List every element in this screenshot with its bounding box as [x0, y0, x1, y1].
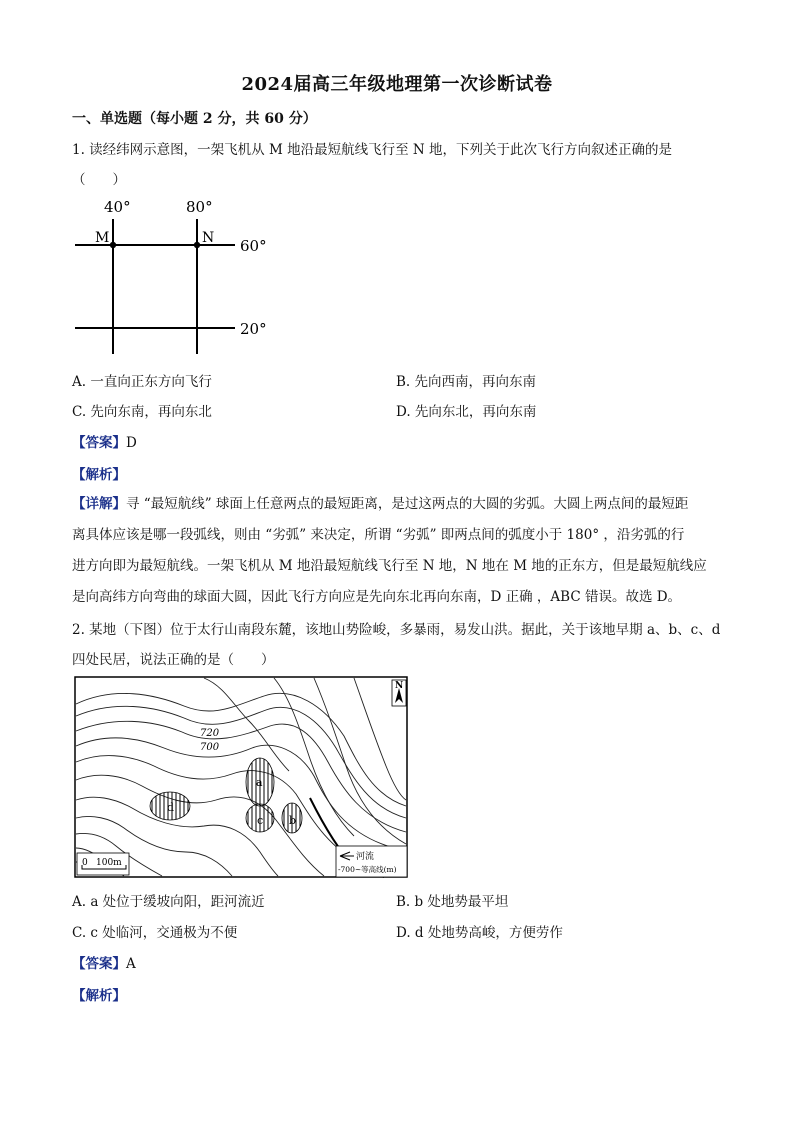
q2-stem-line2: 四处民居，说法正确的是（ ） — [72, 652, 275, 668]
lat-top-label: 60° — [240, 237, 267, 255]
contour-map-figure — [74, 676, 408, 878]
q1-detail-line4: 是向高纬方向弯曲的球面大圆，因此飞行方向应是先向东北再向东南，D 正确 ，ABC 错误。故选 D。 — [72, 589, 682, 605]
q1-stem-line1: 1. 读经纬网示意图，一架飞机从 M 地沿最短航线飞行至 N 地，下列关于此次飞行方向叙述正确的是 — [72, 142, 672, 158]
q1-detail-line2: 离具体应该是哪一段弧线，则由 “劣弧” 来决定，所谓 “劣弧” 即两点间的弧度小于 180° ，沿劣弧的行 — [72, 527, 685, 543]
q1-stem-line2: （ ） — [72, 172, 126, 188]
q1-answer — [72, 431, 137, 451]
q1-detail-tag: 【详解】 — [72, 496, 126, 512]
q1-answer-value: D — [126, 435, 137, 451]
site-a-label: a — [256, 776, 263, 789]
point-m-label: M — [95, 230, 110, 246]
q2-stem-line1: 2. 某地（下图）位于太行山南段东麓，该地山势险峻，多暴雨，易发山洪。据此，关于该地早期 a、b、c、d — [72, 622, 721, 638]
q2-option-b: B. b 处地势最平坦 — [396, 894, 509, 910]
q2-answer-tag: 【答案】 — [72, 956, 126, 972]
q1-option-b: B. 先向西南，再向东南 — [396, 374, 537, 390]
q2-answer-value: A — [126, 956, 136, 972]
site-c-label: c — [257, 814, 264, 827]
q1-option-c: C. 先向东南，再向东北 — [72, 404, 212, 420]
q1-analysis-tag: 【解析】 — [72, 467, 126, 483]
q1-detail-line1: 【详解】寻 “最短航线” 球面上任意两点的最短距离，是过这两点的大圆的劣弧。大圆上两点间的最短距 — [72, 496, 689, 512]
site-d-label: d — [167, 801, 175, 814]
legend-river-label: 河流 — [356, 852, 375, 862]
scale-distance-label: 100m — [96, 858, 122, 868]
section-heading: 一、单选题（每小题 2 分，共 60 分） — [72, 111, 317, 127]
q1-option-a: A. 一直向正东方向飞行 — [72, 374, 212, 390]
north-label: N — [395, 681, 404, 691]
q1-answer-tag: 【答案】 — [72, 435, 126, 451]
point-n-marker — [194, 242, 200, 248]
q2-option-d: D. d 处地势高峻，方便劳作 — [396, 925, 563, 941]
contour-700-label: 700 — [200, 742, 220, 753]
q2-analysis — [72, 984, 126, 1004]
q1-detail-line3: 进方向即为最短航线。一架飞机从 M 地沿最短航线飞行至 N 地，N 地在 M 地的正东方，但是最短航线应 — [72, 558, 707, 574]
q1-analysis — [72, 463, 126, 483]
page-title: 2024届高三年级地理第一次诊断试卷 — [241, 74, 553, 95]
lon-right-label: 80° — [186, 198, 213, 216]
point-n-label: N — [202, 230, 215, 246]
q2-option-a: A. a 处位于缓坡向阳，距河流近 — [72, 894, 265, 910]
lat-bottom-label: 20° — [240, 320, 267, 338]
lon-left-label: 40° — [104, 198, 131, 216]
contour-720-label: 720 — [200, 728, 220, 739]
lat-lon-grid-figure — [70, 192, 280, 362]
q2-answer — [72, 952, 136, 972]
q2-analysis-tag: 【解析】 — [72, 988, 126, 1004]
legend-contour-label: -700~等高线(m) — [338, 865, 397, 874]
point-m-marker — [110, 242, 116, 248]
q2-option-c: C. c 处临河，交通极为不便 — [72, 925, 238, 941]
q1-option-d: D. 先向东北，再向东南 — [396, 404, 537, 420]
site-b-label: b — [289, 814, 297, 827]
scale-zero-label: 0 — [82, 858, 88, 868]
